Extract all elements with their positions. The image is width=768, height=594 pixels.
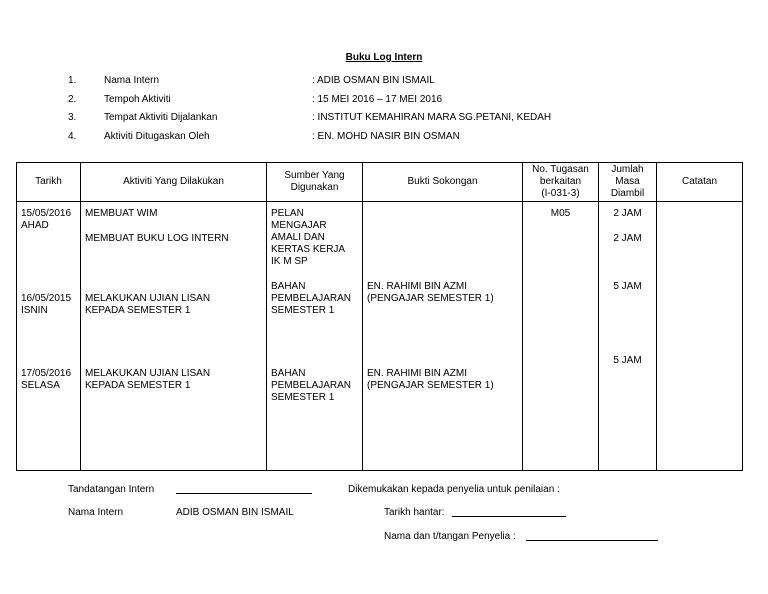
entry-time-1a: 2 JAM xyxy=(613,208,642,219)
entry-date-1: 15/05/2016 AHAD xyxy=(21,208,72,231)
sign-intern-line xyxy=(176,484,312,497)
header-bukti: Bukti Sokongan xyxy=(363,163,523,202)
cell-bukti xyxy=(363,202,523,471)
cell-aktiviti xyxy=(81,202,267,471)
entry-time-2: 5 JAM xyxy=(613,281,642,292)
cell-tugasan xyxy=(523,202,599,471)
info-value: : INSTITUT KEMAHIRAN MARA SG.PETANI, KEDAH xyxy=(312,112,552,123)
info-label: Tempoh Aktiviti xyxy=(104,94,171,105)
info-row-duration xyxy=(0,94,768,108)
info-label: Nama Intern xyxy=(104,75,160,86)
info-value: : 15 MEI 2016 – 17 MEI 2016 xyxy=(312,94,443,105)
sign-intern-label: Tandatangan Intern xyxy=(68,484,155,495)
info-label: Aktiviti Ditugaskan Oleh xyxy=(104,131,210,142)
entry-source-3: BAHAN PEMBELAJARAN SEMESTER 1 xyxy=(271,368,352,403)
entry-proof-3: EN. RAHIMI BIN AZMI (PENGAJAR SEMESTER 1) xyxy=(367,368,494,391)
info-row-intern-name xyxy=(0,75,768,89)
cell-catatan xyxy=(657,202,743,471)
supervisor-line xyxy=(526,531,658,544)
cell-sumber xyxy=(267,202,363,471)
cell-jumlah-masa xyxy=(599,202,657,471)
cell-tarikh xyxy=(17,202,81,471)
header-catatan: Catatan xyxy=(657,163,743,202)
header-sumber: Sumber Yang Digunakan xyxy=(267,163,363,202)
info-value: : ADIB OSMAN BIN ISMAIL xyxy=(312,75,435,86)
entry-time-1b: 2 JAM xyxy=(613,233,642,244)
submit-date-label: Tarikh hantar: xyxy=(384,507,445,518)
entry-activity-1b: MEMBUAT BUKU LOG INTERN xyxy=(85,233,229,244)
entry-date-2: 16/05/2015 ISNIN xyxy=(21,293,72,316)
intern-name-label: Nama Intern xyxy=(68,507,124,518)
table-header-row xyxy=(17,163,743,202)
entry-time-3: 5 JAM xyxy=(613,355,642,366)
entry-source-1: PELAN MENGAJAR AMALI DAN KERTAS KERJA IK M SP xyxy=(271,208,346,267)
info-number: 4. xyxy=(68,131,77,142)
table-row xyxy=(17,202,743,471)
entry-task-1: M05 xyxy=(550,208,571,219)
entry-proof-2: EN. RAHIMI BIN AZMI (PENGAJAR SEMESTER 1) xyxy=(367,281,494,304)
submit-label: Dikemukakan kepada penyelia untuk penilaian : xyxy=(348,484,560,495)
submit-date-line xyxy=(452,507,566,520)
info-number: 3. xyxy=(68,112,77,123)
info-row-location xyxy=(0,112,768,126)
info-number: 1. xyxy=(68,75,77,86)
info-number: 2. xyxy=(68,94,77,105)
intern-name-value: ADIB OSMAN BIN ISMAIL xyxy=(176,507,294,518)
entry-activity-2: MELAKUKAN UJIAN LISAN KEPADA SEMESTER 1 xyxy=(85,293,211,316)
entry-source-2: BAHAN PEMBELAJARAN SEMESTER 1 xyxy=(271,281,352,316)
document-title: Buku Log Intern xyxy=(345,52,423,63)
supervisor-label: Nama dan t/tangan Penyelia : xyxy=(384,531,516,542)
header-tugasan: No. Tugasan berkaitan (I-031-3) xyxy=(523,163,599,202)
info-value: : EN. MOHD NASIR BIN OSMAN xyxy=(312,131,460,142)
entry-activity-1a: MEMBUAT WIM xyxy=(85,208,158,219)
log-table xyxy=(16,162,743,471)
info-label: Tempat Aktiviti Dijalankan xyxy=(104,112,218,123)
header-jumlah-masa: Jumlah Masa Diambil xyxy=(599,163,657,202)
header-aktiviti: Aktiviti Yang Dilakukan xyxy=(81,163,267,202)
info-row-assigned-by xyxy=(0,131,768,145)
entry-date-3: 17/05/2016 SELASA xyxy=(21,368,72,391)
header-tarikh: Tarikh xyxy=(17,163,81,202)
entry-activity-3: MELAKUKAN UJIAN LISAN KEPADA SEMESTER 1 xyxy=(85,368,211,391)
